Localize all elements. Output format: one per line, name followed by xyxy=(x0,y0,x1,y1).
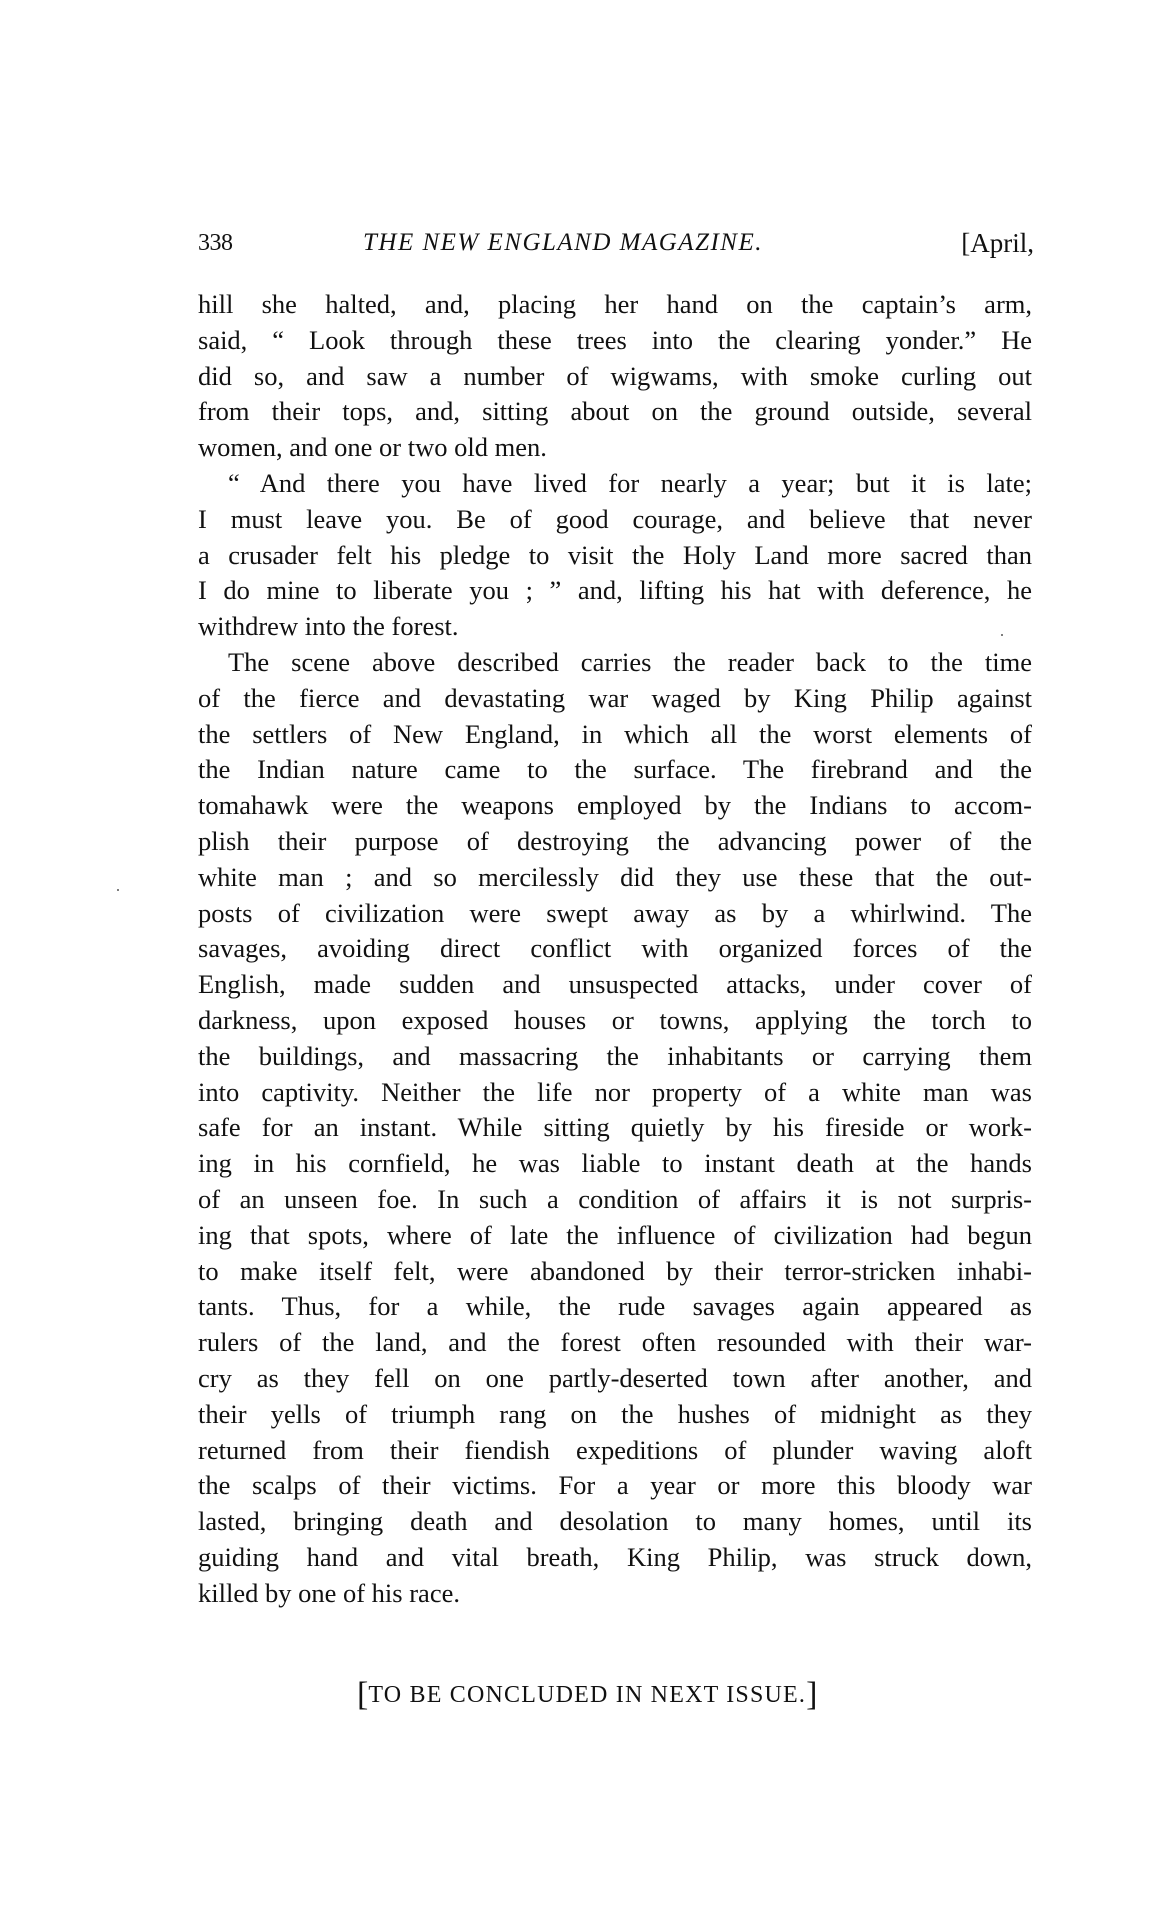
text-line: tomahawk were the weapons employed by the Indians to accom- xyxy=(198,790,1032,821)
text-line: returned from their fiendish expeditions of plunder waving aloft xyxy=(198,1434,1032,1465)
text-line: posts of civilization were swept away as by a whirlwind. The xyxy=(198,897,1032,928)
text-line: the Indian nature came to the surface. The firebrand and the xyxy=(198,754,1032,785)
text-line: rulers of the land, and the forest often resounded with their war- xyxy=(198,1327,1032,1358)
text-line: savages, avoiding direct conflict with organized forces of the xyxy=(198,933,1032,964)
article-body xyxy=(198,287,1032,1611)
text-line: ing in his cornfield, he was liable to instant death at the hands xyxy=(198,1148,1032,1179)
journal-title: THE NEW ENGLAND MAGAZINE. xyxy=(363,229,763,256)
open-bracket: [ xyxy=(357,1676,369,1713)
text-line: of the fierce and devastating war waged by King Philip against xyxy=(198,682,1032,713)
text-line: to make itself felt, were abandoned by their terror-stricken inhabi- xyxy=(198,1255,1032,1286)
text-line: their yells of triumph rang on the hushes of midnight as they xyxy=(198,1398,1032,1429)
text-line: darkness, upon exposed houses or towns, applying the torch to xyxy=(198,1004,1032,1035)
text-line: I must leave you. Be of good courage, and believe that never xyxy=(198,503,1032,534)
issue-month: [April, xyxy=(961,228,1034,258)
text-line: I do mine to liberate you ; ” and, lifting his hat with deference, he xyxy=(198,575,1032,606)
scan-speck xyxy=(1001,634,1003,636)
text-line: The scene above described carries the reader back to the time xyxy=(228,646,1032,677)
text-line: the buildings, and massacring the inhabitants or carrying them xyxy=(198,1040,1032,1071)
text-line: tants. Thus, for a while, the rude savages again appeared as xyxy=(198,1291,1032,1322)
text-line: said, “ Look through these trees into the clearing yonder.” He xyxy=(198,324,1032,355)
text-line: withdrew into the forest. xyxy=(198,611,459,642)
running-head xyxy=(198,226,1034,260)
text-line: killed by one of his race. xyxy=(198,1577,460,1608)
continuation-text: TO BE CONCLUDED IN NEXT ISSUE. xyxy=(368,1682,807,1708)
paragraph xyxy=(198,645,1032,1612)
text-line: did so, and saw a number of wigwams, with smoke curling out xyxy=(198,360,1032,391)
text-line: guiding hand and vital breath, King Philip, was struck down, xyxy=(198,1541,1032,1572)
paragraph xyxy=(198,287,1032,466)
text-line: English, made sudden and unsuspected attacks, under cover of xyxy=(198,969,1032,1000)
text-line: a crusader felt his pledge to visit the Holy Land more sacred than xyxy=(198,539,1032,570)
text-line: “ And there you have lived for nearly a year; but it is late; xyxy=(228,467,1032,498)
continuation-note xyxy=(357,1678,817,1712)
close-bracket: ] xyxy=(806,1676,818,1713)
text-line: the settlers of New England, in which all the worst elements of xyxy=(198,718,1032,749)
scan-speck xyxy=(117,889,119,891)
page-number: 338 xyxy=(198,230,233,256)
paragraph xyxy=(198,466,1032,645)
text-line: cry as they fell on one partly-deserted town after another, and xyxy=(198,1362,1032,1393)
text-line: from their tops, and, sitting about on the ground outside, several xyxy=(198,396,1032,427)
text-line: hill she halted, and, placing her hand on the captain’s arm, xyxy=(198,289,1032,319)
text-line: into captivity. Neither the life nor property of a white man was xyxy=(198,1076,1032,1107)
text-line: women, and one or two old men. xyxy=(198,432,547,463)
text-line: plish their purpose of destroying the advancing power of the xyxy=(198,825,1032,856)
text-line: white man ; and so mercilessly did they use these that the out- xyxy=(198,861,1032,892)
text-line: safe for an instant. While sitting quietly by his fireside or work- xyxy=(198,1112,1032,1143)
text-line: ing that spots, where of late the influence of civilization had begun xyxy=(198,1219,1032,1250)
text-line: of an unseen foe. In such a condition of affairs it is not surpris- xyxy=(198,1183,1032,1214)
text-line: the scalps of their victims. For a year or more this bloody war xyxy=(198,1470,1032,1501)
text-line: lasted, bringing death and desolation to many homes, until its xyxy=(198,1506,1032,1537)
